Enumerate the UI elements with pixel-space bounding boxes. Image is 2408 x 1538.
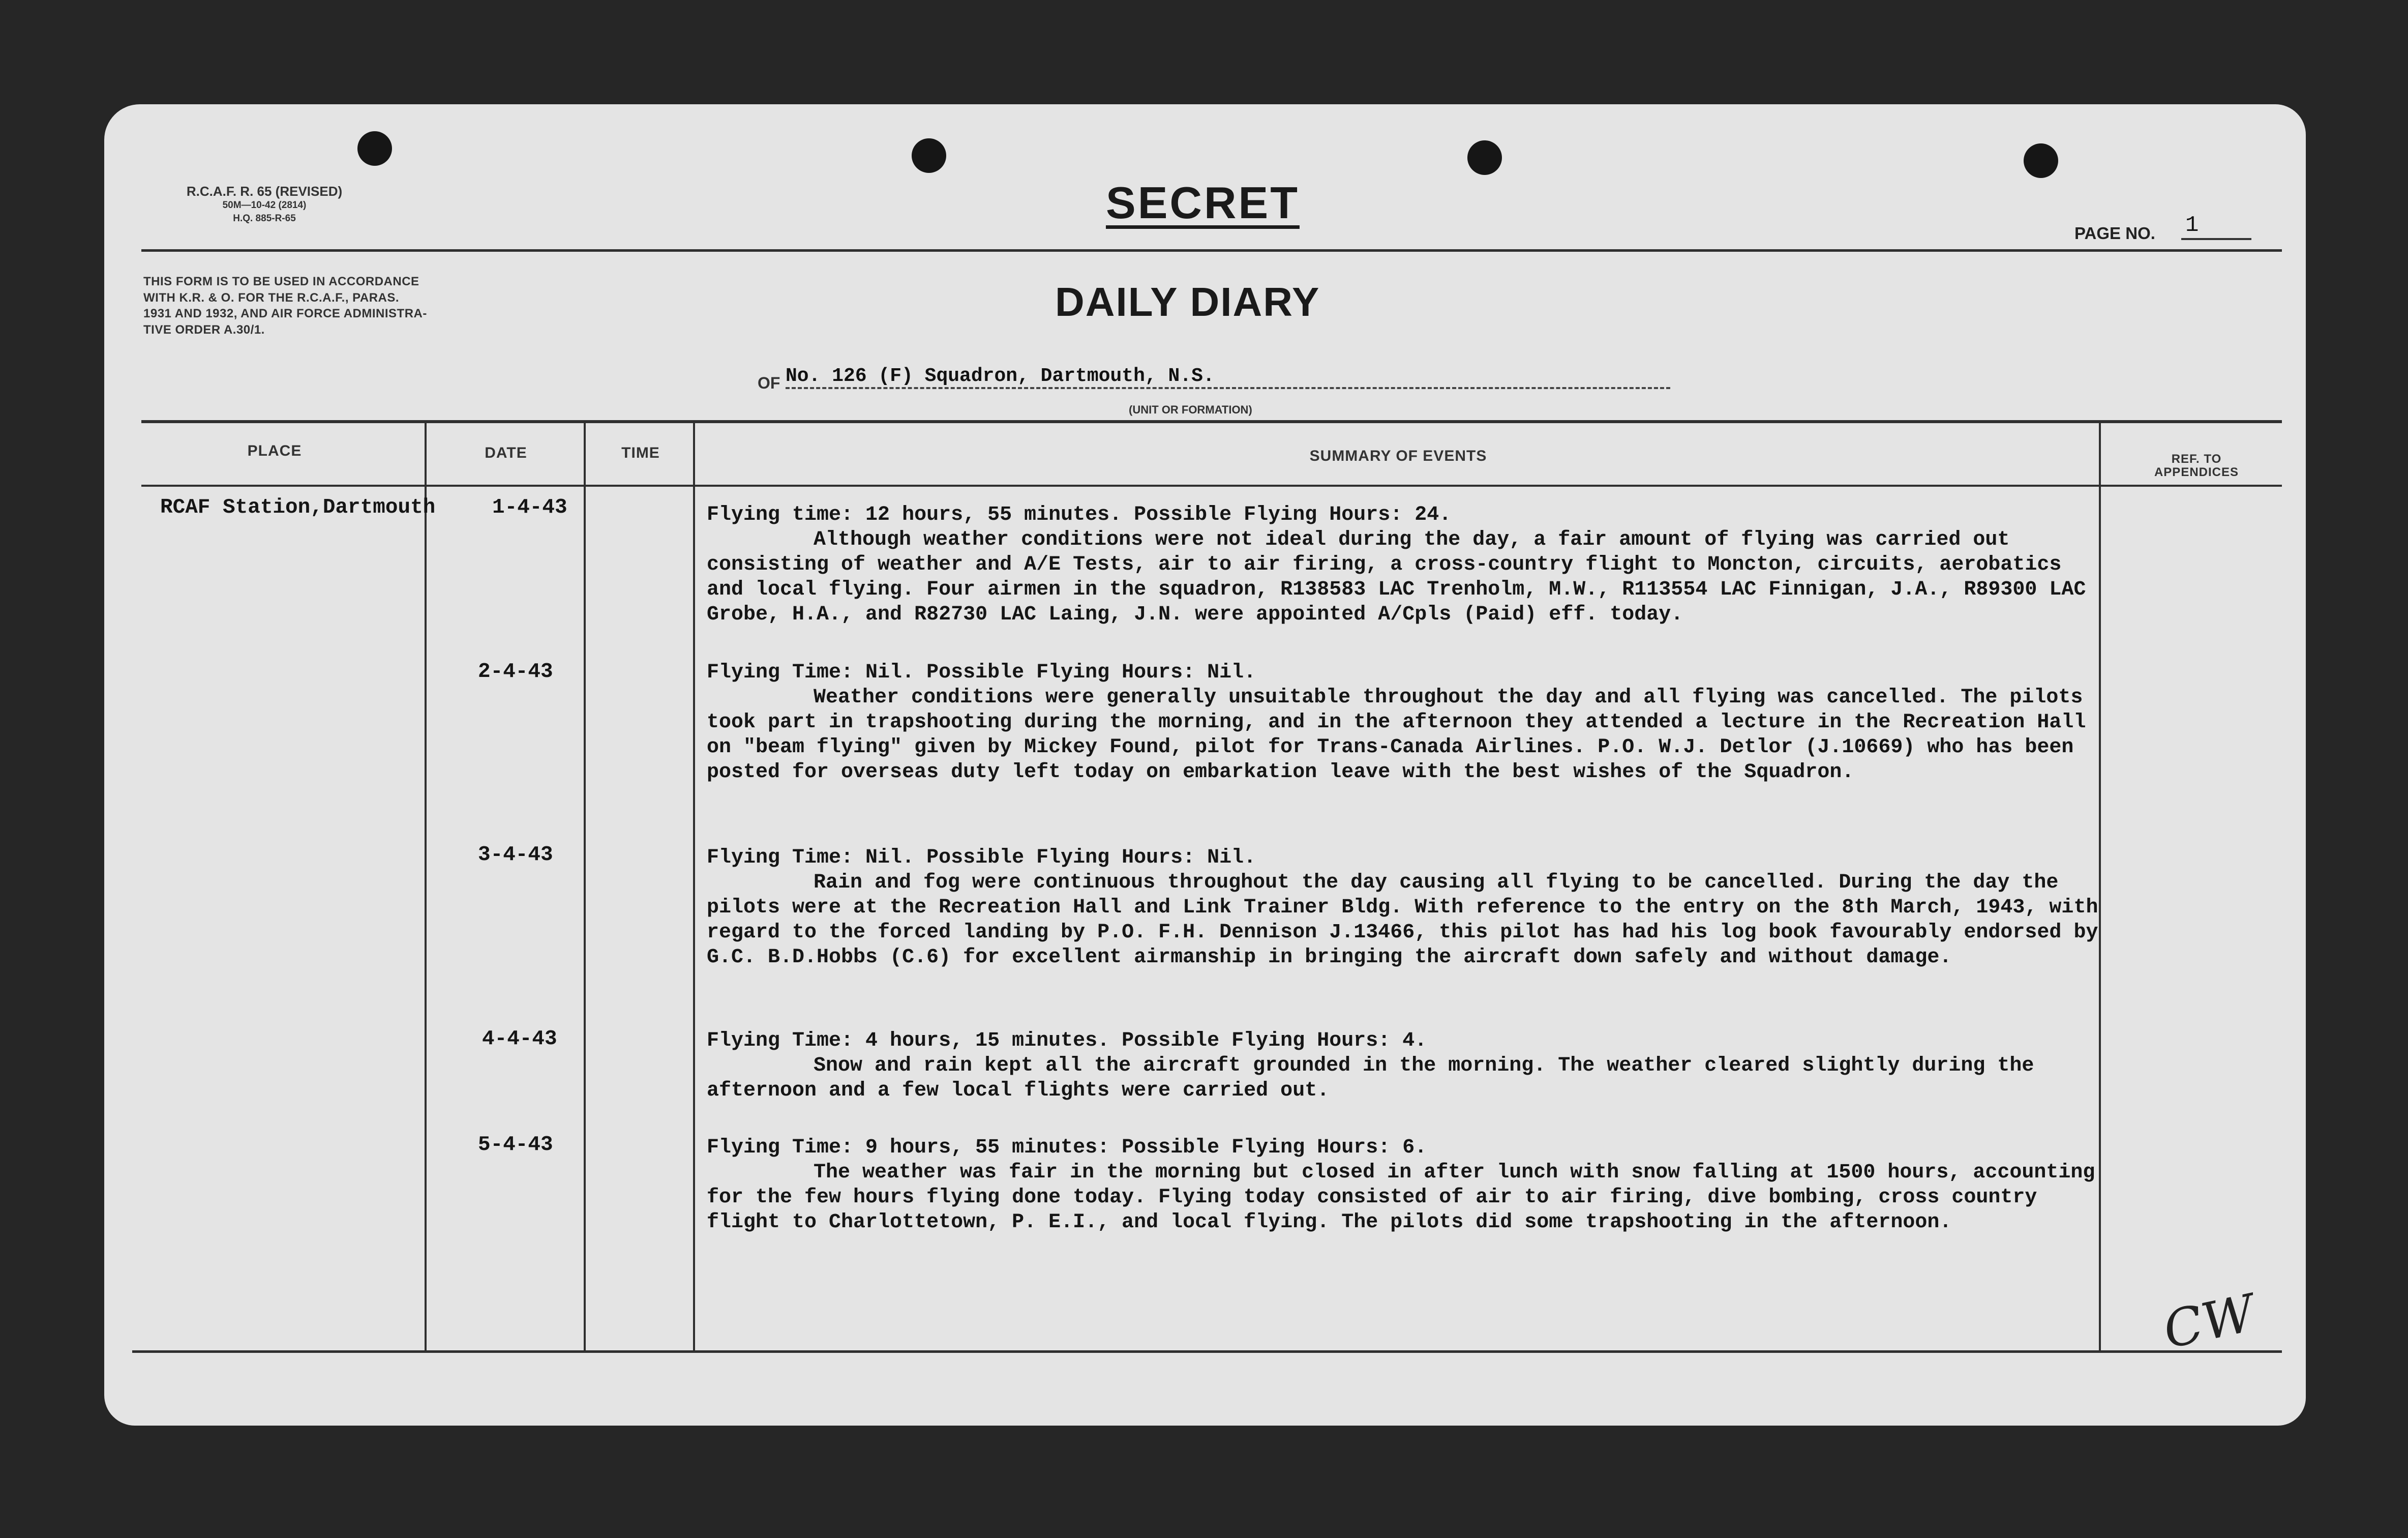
entry-date: 4-4-43	[482, 1027, 557, 1051]
page-number-label: PAGE NO.	[2074, 224, 2155, 243]
entry-date: 2-4-43	[478, 660, 553, 684]
diary-entry	[707, 1028, 2108, 1103]
flying-time-line: Flying Time: 9 hours, 55 minutes: Possible Flying Hours: 6.	[707, 1136, 1427, 1159]
column-divider	[584, 422, 586, 1353]
entry-narrative: Rain and fog were continuous throughout the day causing all flying to be cancelled. During the day the pilots were at the Recreation Hall and Link Trainer Bldg. With reference to the entry on the 8th March, 1943, with regard to the forced landing by P.O. F.H. Dennison J.13466, this pilot has had his log book favourably endorsed by G.C. B.D.Hobbs (C.6) for excellent airmanship in bringing the aircraft down safely and without damage.	[707, 871, 2098, 969]
binder-hole	[912, 138, 946, 173]
ref-header-line: REF. TO	[2171, 452, 2222, 466]
diary-entry	[707, 502, 2108, 627]
diary-entry	[707, 1135, 2108, 1235]
ref-header-line: APPENDICES	[2154, 465, 2239, 480]
unit-caption: (UNIT OR FORMATION)	[1129, 403, 1252, 416]
usage-note-line: THIS FORM IS TO BE USED IN ACCORDANCE	[143, 275, 419, 288]
diary-entry	[707, 660, 2108, 785]
column-divider	[693, 422, 695, 1353]
flying-time-line: Flying Time: 4 hours, 15 minutes. Possible Flying Hours: 4.	[707, 1029, 1427, 1052]
form-hq-code: H.Q. 885-R-65	[233, 213, 296, 224]
binder-hole	[2024, 143, 2058, 178]
entry-date: 5-4-43	[478, 1133, 553, 1157]
binder-hole	[357, 131, 392, 166]
page-number: 1	[2181, 213, 2251, 240]
header-rule	[141, 249, 2282, 252]
diary-title: DAILY DIARY	[1055, 279, 1320, 324]
column-header-summary: SUMMARY OF EVENTS	[1309, 448, 1487, 464]
entry-narrative: The weather was fair in the morning but closed in after lunch with snow falling at 1500 hours, accounting for the few hours flying done today. Flying today consisted of air to air firing, dive bombing, cross country flight to Charlottetown, P. E.I., and local flying. The pilots did some trapshooting in the afternoon.	[707, 1161, 2095, 1234]
form-usage-note	[143, 274, 427, 338]
column-header-date: DATE	[485, 445, 527, 461]
column-header-ref-appendices	[2108, 453, 2285, 480]
header-bottom-rule	[141, 485, 2282, 487]
classification-stamp: SECRET	[1106, 178, 1300, 228]
entry-narrative: Snow and rain kept all the aircraft grounded in the morning. The weather cleared slightly during the afternoon and a few local flights were carried out.	[707, 1054, 2034, 1102]
flying-time-line: Flying Time: Nil. Possible Flying Hours: Nil.	[707, 661, 1256, 684]
usage-note-line: WITH K.R. & O. FOR THE R.C.A.F., PARAS.	[143, 290, 400, 305]
usage-note-line: 1931 AND 1932, AND AIR FORCE ADMINISTRA-	[143, 307, 427, 321]
flying-time-line: Flying Time: Nil. Possible Flying Hours: Nil.	[707, 846, 1256, 869]
diary-entry	[707, 845, 2108, 970]
binder-hole	[1467, 140, 1502, 175]
flying-time-line: Flying time: 12 hours, 55 minutes. Possible Flying Hours: 24.	[707, 504, 1452, 526]
entry-date: 1-4-43	[492, 496, 567, 519]
form-number: R.C.A.F. R. 65 (REVISED)	[186, 184, 343, 199]
place-cell: RCAF Station,Dartmouth	[160, 496, 436, 519]
column-header-time: TIME	[621, 445, 660, 461]
of-label: OF	[758, 374, 780, 392]
signature-initials: CW	[2158, 1283, 2260, 1360]
usage-note-line: TIVE ORDER A.30/1.	[143, 323, 265, 337]
entry-narrative: Weather conditions were generally unsuitable throughout the day and all flying was cancelled. The pilots took part in trapshooting during the morning, and in the afternoon they attended a lecture in the Recreation Hall on "beam flying" given by Mickey Found, pilot for Trans-Canada Airlines. P.O. W.J. Detlor (J.10669) who has been posted for overseas duty left today on embarkation leave with the best wishes of the Squadron.	[707, 686, 2086, 784]
table-top-rule	[141, 420, 2282, 423]
unit-name: No. 126 (F) Squadron, Dartmouth, N.S.	[786, 365, 1670, 389]
entry-narrative: Although weather conditions were not ideal during the day, a fair amount of flying was carried out consisting of weather and A/E Tests, air to air firing, a cross-country flight to Moncton, circuits, aerobatics and local flying. Four airmen in the squadron, R138583 LAC Trenholm, M.W., R113554 LAC Finnigan, J.A., R89300 LAC Grobe, H.A., and R82730 LAC Laing, J.N. were appointed A/Cpls (Paid) eff. today.	[707, 528, 2086, 626]
column-header-place: PLACE	[247, 442, 302, 459]
entry-date: 3-4-43	[478, 843, 553, 867]
table-bottom-rule	[132, 1350, 2282, 1353]
form-print-code: 50M—10-42 (2814)	[222, 200, 307, 211]
column-divider	[425, 422, 427, 1353]
